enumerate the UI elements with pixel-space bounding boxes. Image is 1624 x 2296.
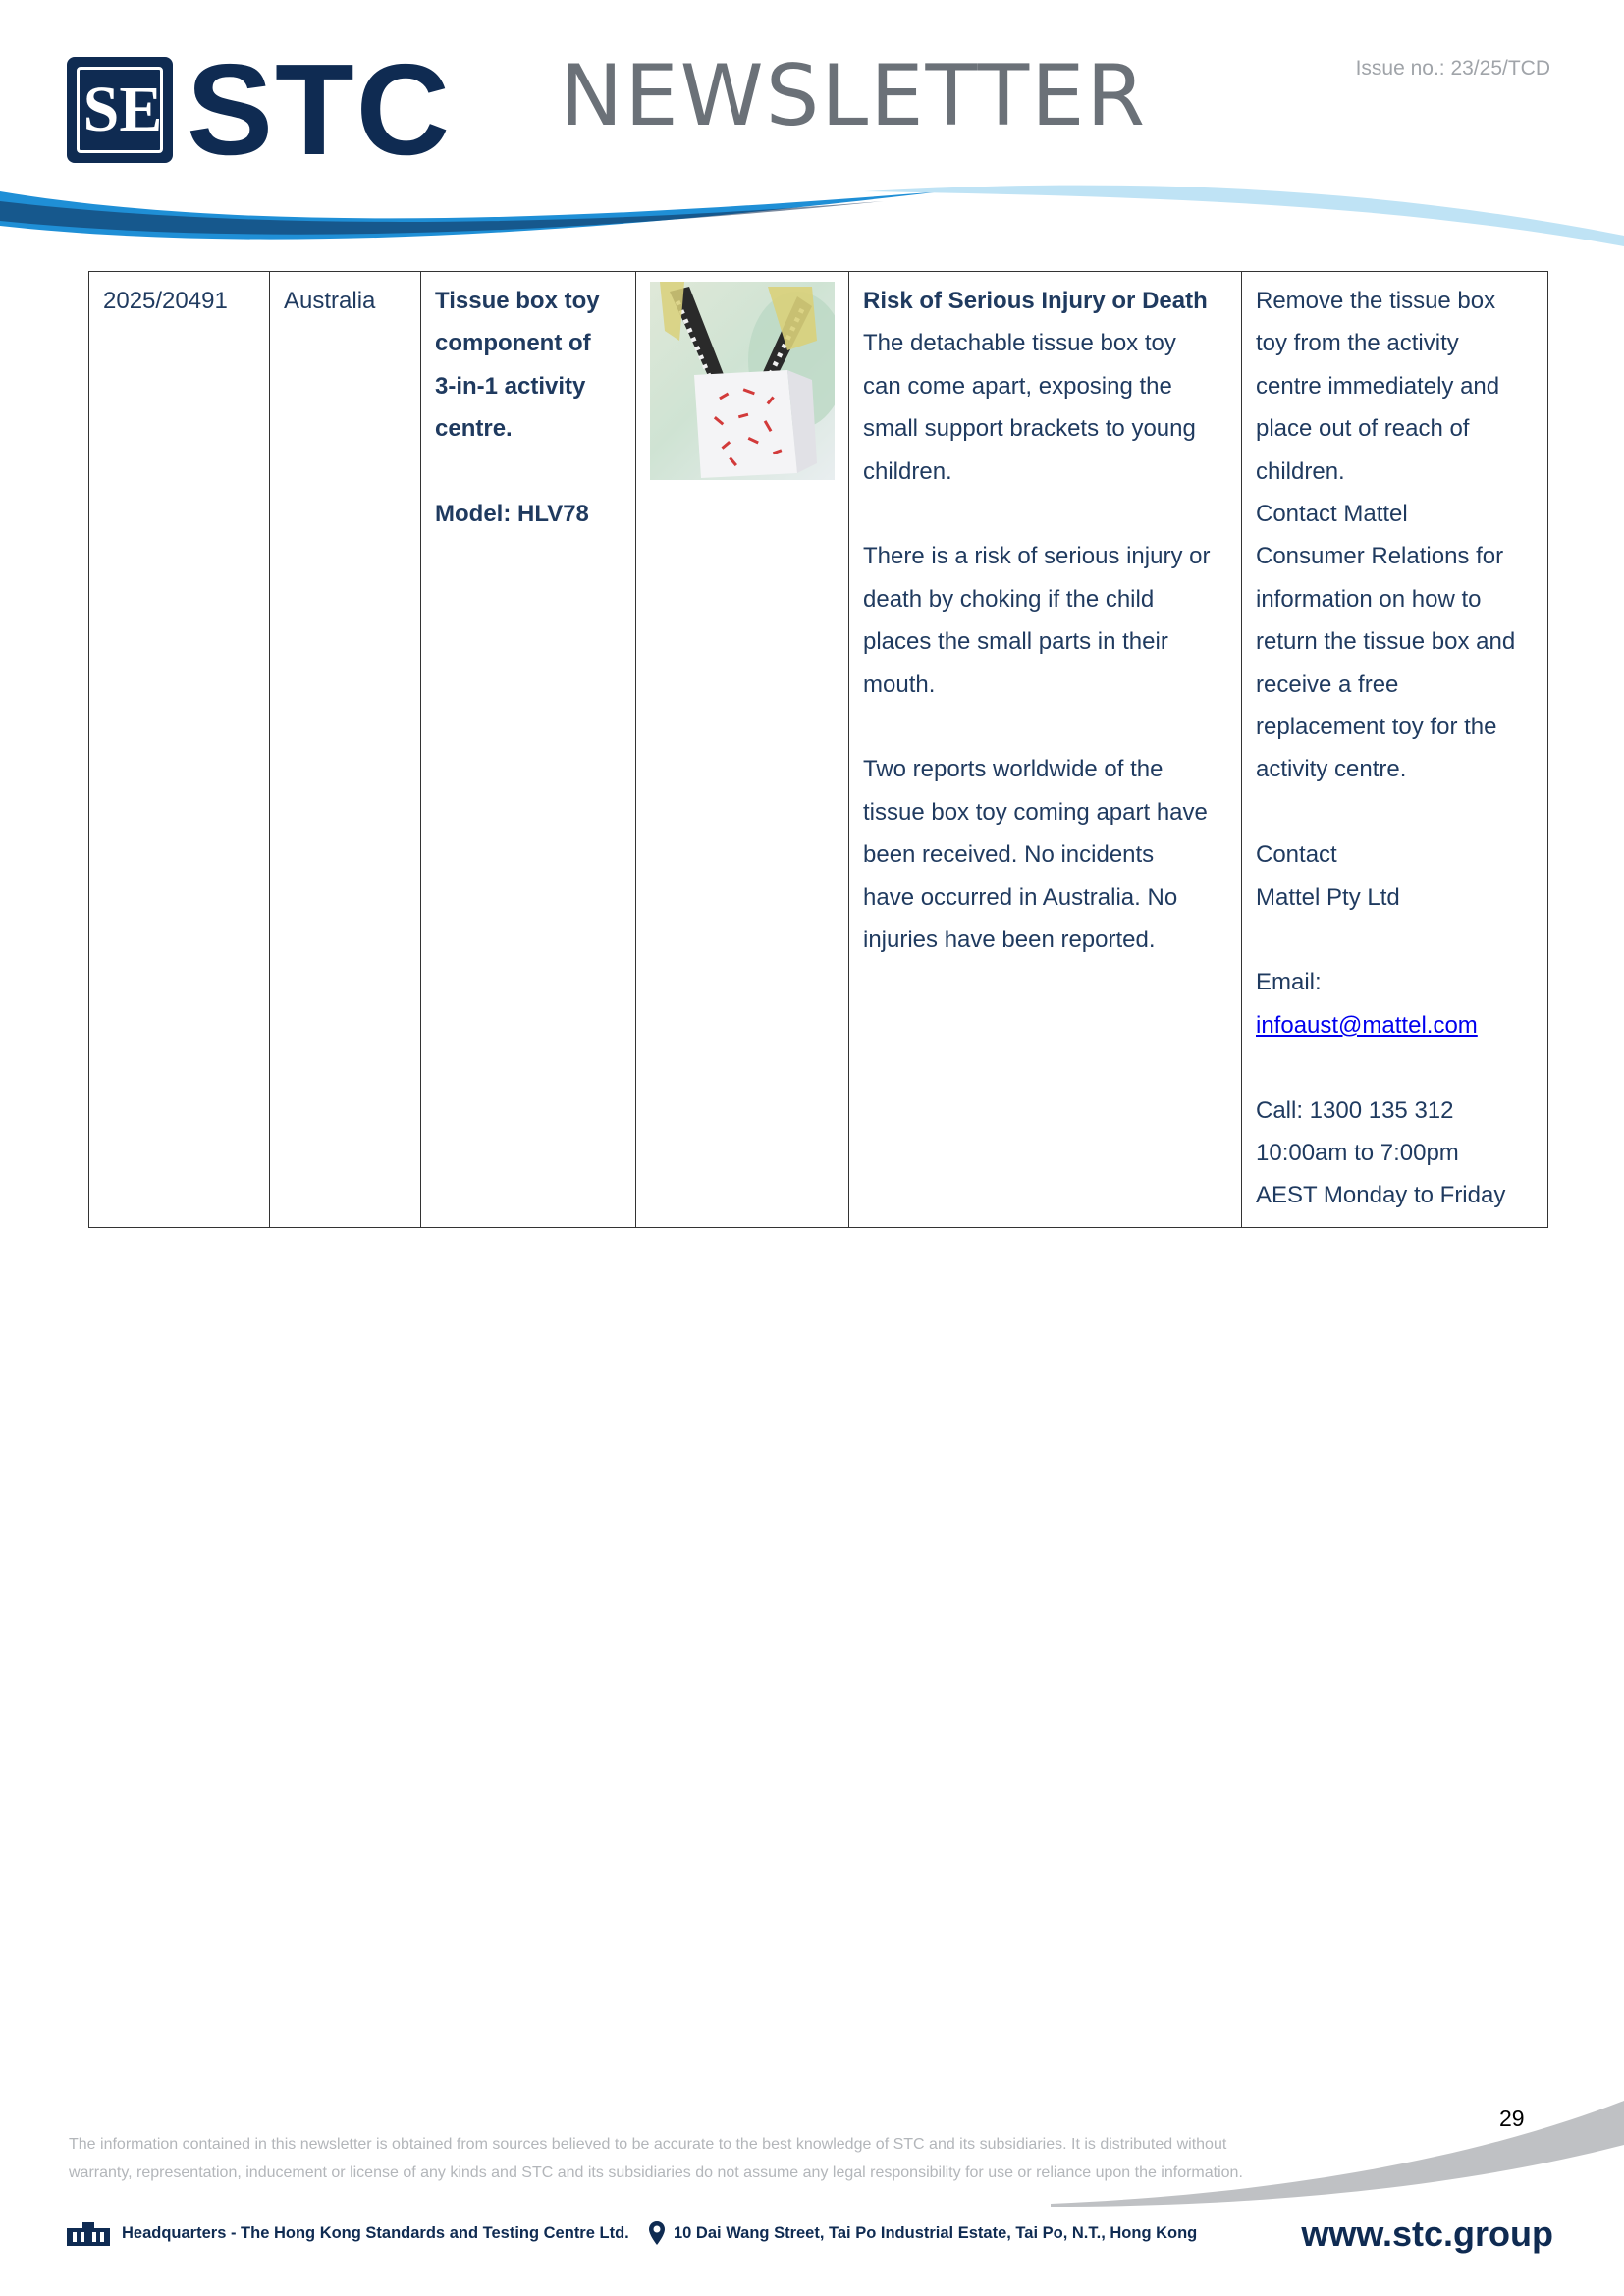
location-pin-icon	[648, 2220, 666, 2246]
remedy-line: information on how to	[1256, 585, 1482, 613]
call-line: Call: 1300 135 312	[1256, 1096, 1454, 1124]
disclaimer	[69, 2130, 1316, 2187]
hazard-line: have occurred in Australia. No	[863, 883, 1178, 911]
logo-wordmark: STC	[187, 37, 452, 182]
hazard-title: Risk of Serious Injury or Death	[863, 288, 1208, 314]
remedy-line: Consumer Relations for	[1256, 543, 1504, 570]
disclaimer-line: The information contained in this newsletter is obtained from sources believed to be accurate to the best knowledge of STC and its subsidiaries. It is distributed without	[69, 2136, 1227, 2153]
address-text: 10 Dai Wang Street, Tai Po Industrial Estate, Tai Po, N.T., Hong Kong	[674, 2223, 1198, 2242]
ref-number: 2025/20491	[103, 288, 228, 314]
product-name-line: centre.	[435, 415, 513, 443]
website-link[interactable]: www.stc.group	[1301, 2214, 1553, 2254]
call-line: 10:00am to 7:00pm	[1256, 1140, 1459, 1167]
hazard-line: death by choking if the child	[863, 585, 1155, 613]
remedy-line: Contact Mattel	[1256, 501, 1408, 528]
issue-number: Issue no.: 23/25/TCD	[1355, 57, 1550, 80]
hazard-line: mouth.	[863, 670, 936, 698]
remedy-line: centre immediately and	[1256, 372, 1500, 400]
product-name-line: 3-in-1 activity	[435, 372, 586, 400]
remedy-cell	[1242, 272, 1548, 1228]
building-icon	[65, 2220, 112, 2246]
product-name-line: Tissue box toy	[435, 288, 600, 314]
stc-logo	[67, 37, 452, 182]
photo-cell	[636, 272, 849, 1228]
table-row	[89, 272, 1548, 1228]
hazard-line: Two reports worldwide of the	[863, 756, 1164, 783]
hazard-line: can come apart, exposing the	[863, 372, 1172, 400]
hazard-line: injuries have been reported.	[863, 927, 1156, 954]
hazard-line: children.	[863, 457, 952, 485]
remedy-line: children.	[1256, 457, 1345, 485]
headquarters	[65, 2220, 629, 2246]
tissue-box-toy-photo	[650, 282, 835, 480]
product-cell	[421, 272, 636, 1228]
hazard-line: There is a risk of serious injury or	[863, 543, 1211, 570]
remedy-line: receive a free	[1256, 670, 1399, 698]
country: Australia	[284, 288, 376, 314]
call-line: AEST Monday to Friday	[1256, 1182, 1506, 1209]
remedy-line: place out of reach of	[1256, 415, 1470, 443]
remedy-line: Remove the tissue box	[1256, 288, 1496, 314]
ref-number-cell	[89, 272, 270, 1228]
hazard-line: tissue box toy coming apart have	[863, 798, 1208, 826]
stc-logo-mark	[67, 57, 173, 163]
product-name-line: component of	[435, 330, 591, 357]
headquarters-text: Headquarters - The Hong Kong Standards and Testing Centre Ltd.	[122, 2223, 629, 2242]
hazard-line: been received. No incidents	[863, 841, 1155, 869]
hazard-line: places the small parts in their	[863, 628, 1168, 656]
email-link[interactable]: infoaust@mattel.com	[1256, 1011, 1478, 1039]
logo-mark-glyph: SE	[82, 74, 163, 145]
hazard-line: The detachable tissue box toy	[863, 330, 1176, 357]
hazard-cell	[849, 272, 1242, 1228]
page-number: 29	[1499, 2106, 1525, 2131]
remedy-line: activity centre.	[1256, 756, 1407, 783]
remedy-line: toy from the activity	[1256, 330, 1459, 357]
address	[648, 2220, 1197, 2246]
header-swoosh	[0, 182, 1624, 265]
email-label: Email:	[1256, 969, 1322, 996]
product-model: Model: HLV78	[435, 501, 589, 528]
hazard-line: small support brackets to young	[863, 415, 1196, 443]
country-cell	[270, 272, 421, 1228]
recall-table	[88, 271, 1548, 1228]
remedy-line: replacement toy for the	[1256, 714, 1497, 741]
newsletter-title: NEWSLETTER	[560, 47, 1148, 145]
remedy-line: return the tissue box and	[1256, 628, 1516, 656]
contact-line: Mattel Pty Ltd	[1256, 883, 1400, 911]
contact-line: Contact	[1256, 841, 1337, 869]
disclaimer-line: warranty, representation, inducement or license of any kinds and STC and its subsidiaries do not assume any legal responsibility for use or reliance upon the information.	[69, 2164, 1243, 2181]
